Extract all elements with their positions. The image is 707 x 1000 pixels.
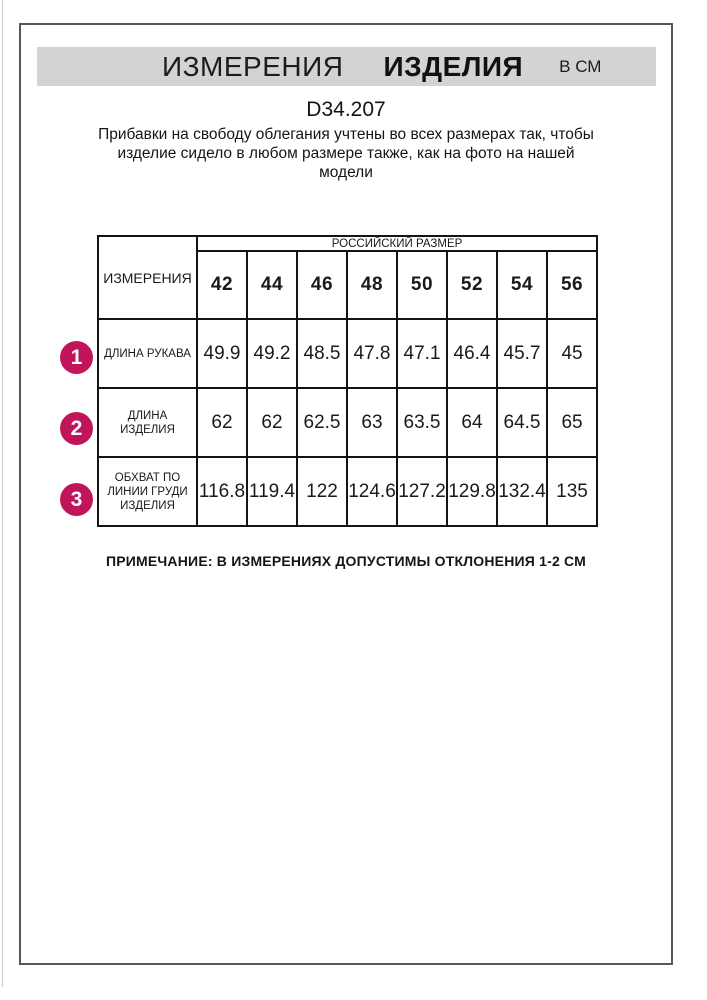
scan-edge-line <box>2 0 3 987</box>
table-cell: 119.4 <box>247 457 297 526</box>
title-unit: В СМ <box>559 56 602 76</box>
table-cell: 46.4 <box>447 319 497 388</box>
table-cell: 65 <box>547 388 597 457</box>
title-product: ИЗДЕЛИЯ <box>383 50 524 82</box>
note-text: ПРИМЕЧАНИЕ: В ИЗМЕРЕНИЯХ ДОПУСТИМЫ ОТКЛОНЕНИЯ 1-2 СМ <box>105 553 587 569</box>
table-cell: 122 <box>297 457 347 526</box>
table-cell: 129.8 <box>447 457 497 526</box>
table-cell: 62 <box>197 388 247 457</box>
size-header: 54 <box>497 251 547 319</box>
table-cell: 63.5 <box>397 388 447 457</box>
table-cell: 49.9 <box>197 319 247 388</box>
size-header: 42 <box>197 251 247 319</box>
row-label: ДЛИНА РУКАВА <box>98 319 197 388</box>
page-frame <box>19 23 673 965</box>
size-table <box>97 235 598 527</box>
table-cell: 127.2 <box>397 457 447 526</box>
table-group-header: РОССИЙСКИЙ РАЗМЕР <box>197 236 597 251</box>
intro-line: изделие сидело в любом размере также, как на фото на нашей <box>117 145 575 162</box>
size-header: 48 <box>347 251 397 319</box>
product-code: D34.207 <box>306 98 386 121</box>
table-row-sleeve-length <box>98 319 597 388</box>
table-cell: 47.8 <box>347 319 397 388</box>
size-header: 44 <box>247 251 297 319</box>
table-cell: 45.7 <box>497 319 547 388</box>
row-marker-3: 3 <box>60 483 93 516</box>
intro-line: модели <box>319 164 373 181</box>
title-band <box>37 47 656 86</box>
intro-text <box>21 125 671 182</box>
table-cell: 116.8 <box>197 457 247 526</box>
table-cell: 132.4 <box>497 457 547 526</box>
row-label: ДЛИНА ИЗДЕЛИЯ <box>98 388 197 457</box>
table-row-chest-girth <box>98 457 597 526</box>
table-cell: 62 <box>247 388 297 457</box>
row-marker-2: 2 <box>60 412 93 445</box>
size-header: 56 <box>547 251 597 319</box>
table-group-row <box>98 236 597 251</box>
table-cell: 135 <box>547 457 597 526</box>
size-header: 46 <box>297 251 347 319</box>
table-cell: 45 <box>547 319 597 388</box>
size-header: 50 <box>397 251 447 319</box>
table-cell: 64.5 <box>497 388 547 457</box>
title-measurements: ИЗМЕРЕНИЯ <box>162 50 344 82</box>
table-cell: 49.2 <box>247 319 297 388</box>
table-cell: 64 <box>447 388 497 457</box>
intro-line: Прибавки на свободу облегания учтены во всех размерах так, чтобы <box>98 126 594 143</box>
table-cell: 124.6 <box>347 457 397 526</box>
table-corner-header: ИЗМЕРЕНИЯ <box>98 236 197 319</box>
row-label: ОБХВАТ ПО ЛИНИИ ГРУДИ ИЗДЕЛИЯ <box>98 457 197 526</box>
table-cell: 48.5 <box>297 319 347 388</box>
table-cell: 63 <box>347 388 397 457</box>
size-header: 52 <box>447 251 497 319</box>
table-cell: 47.1 <box>397 319 447 388</box>
table-cell: 62.5 <box>297 388 347 457</box>
table-row-item-length <box>98 388 597 457</box>
row-marker-1: 1 <box>60 341 93 374</box>
